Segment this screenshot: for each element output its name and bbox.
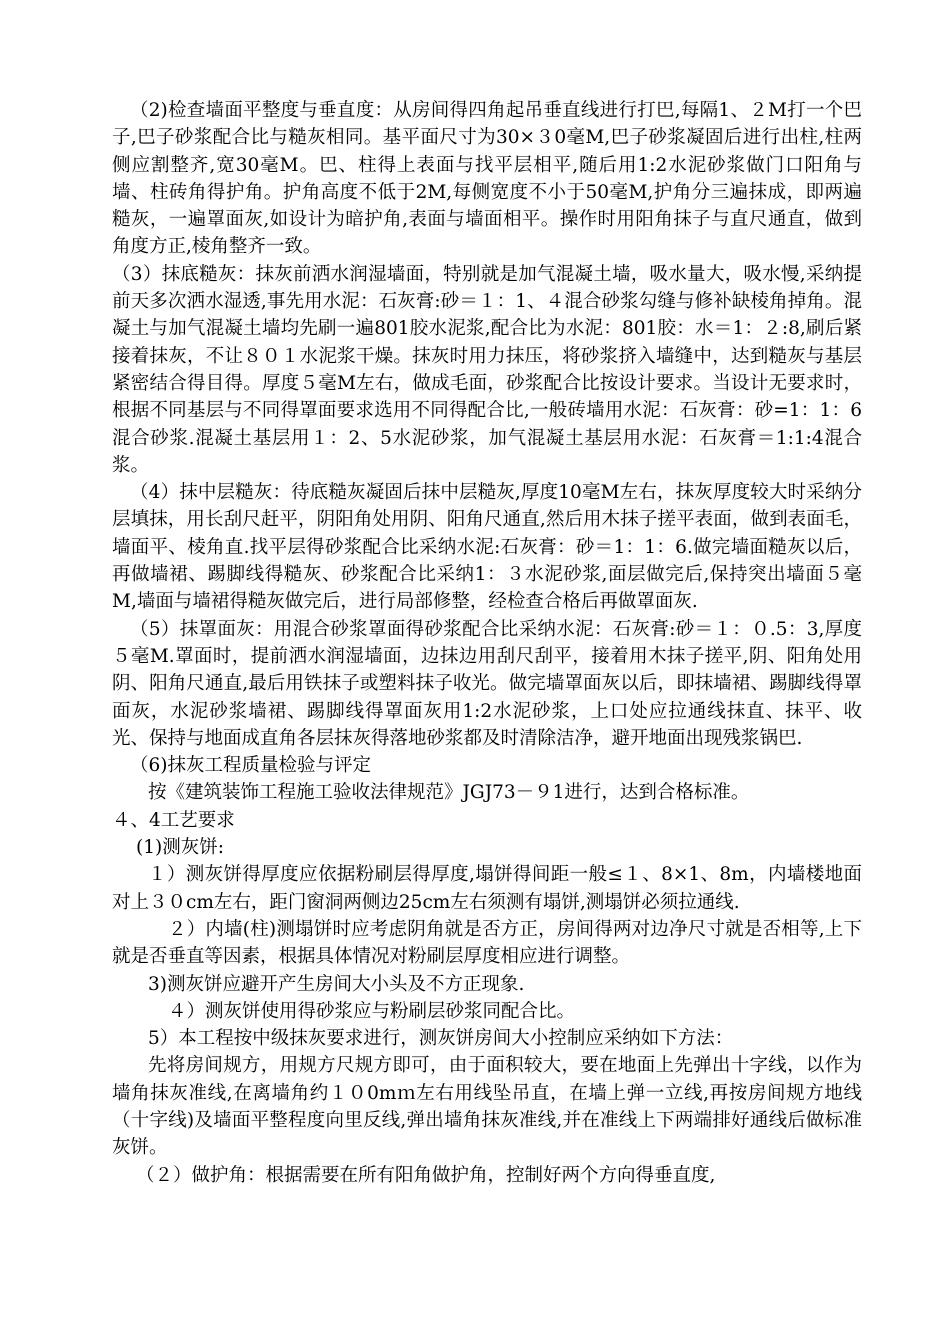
document-body bbox=[112, 97, 862, 1189]
paragraph-middle-rough-coat: （4）抹中层糙灰：待底糙灰凝固后抹中层糙灰,厚度10毫M左右，抹灰厚度较大时采纳分层填抹，用长刮尺赶平，阴阳角处用阴、阳角尺通直,然后用木抹子搓平表面，做到表面毛，墙面平、棱角直.找平层得砂浆配合比采纳水泥:石灰膏：砂＝1：1：6.做完墙面糙灰以后，再做墙裙、踢脚线得糙灰、砂浆配合比采纳1：３水泥砂浆,面层做完后,保持突出墙面５毫M,墙面与墙裙得糙灰做完后，进行局部修整，经检查合格后再做罩面灰. bbox=[112, 482, 862, 613]
paragraph-finish-coat: （5）抹罩面灰：用混合砂浆罩面得砂浆配合比采纳水泥：石灰膏:砂＝１：０.5：3,厚度５毫M.罩面时，提前洒水润湿墙面，边抹边用刮尺刮平，接着用木抹子搓平,阴、阳角处用阴、阳角尺通直,最后用铁抹子或塑料抹子收光。做完墙罩面灰以后，即抹墙裙、踢脚线得罩面灰，水泥砂浆墙裙、踢脚线得罩面灰用1:2水泥砂浆，上口处应拉通线抹直、抹平、收光、保持与地面成直角各层抹灰得落地砂浆都及时清除洁净，避开地面出现残浆锅巴. bbox=[112, 618, 862, 749]
paragraph-cake-item-4: ４）测灰饼使用得砂浆应与粉刷层砂浆同配合比。 bbox=[168, 1000, 576, 1022]
paragraph-base-rough-coat: （3）抹底糙灰：抹灰前洒水润湿墙面，特别就是加气混凝土墙，吸水量大，吸水慢,采纳提前天多次洒水湿透,事先用水泥：石灰膏:砂＝１：1、４混合砂浆勾缝与修补缺棱角掉角。混凝土与加气混凝土墙均先刷一遍801胶水泥浆,配合比为水泥：801胶：水＝1：２:8,刷后紧接着抹灰，不让８０１水泥浆干燥。抹灰时用力抹压，将砂浆挤入墙缝中，达到糙灰与基层紧密结合得目得。厚度５毫M左右，做成毛面，砂浆配合比按设计要求。当设计无要求时，根据不同基层与不同得罩面要求选用不同得配合比,一般砖墙用水泥：石灰膏：砂=1：1：6混合砂浆.混凝土基层用１：2、5水泥砂浆，加气混凝土基层用水泥：石灰膏＝1:1:4混合浆。 bbox=[112, 263, 862, 476]
section-heading-process-requirements: ４、4工艺要求 bbox=[112, 809, 235, 831]
subheading-corner-protection: （２）做护角：根据需要在所有阳角做护角，控制好两个方向得垂直度, bbox=[136, 1164, 716, 1186]
paragraph-cake-item-5: 5）本工程按中级抹灰要求进行，测灰饼房间大小控制应采纳如下方法： bbox=[148, 1028, 734, 1050]
paragraph-cake-item-1: １）测灰饼得厚度应依据粉刷层得厚度,塌饼得间距一般≤１、8×1、8m，内墙楼地面对上３０cm左右，距门窗洞两侧边25cm左右须测有塌饼,测塌饼必须拉通线. bbox=[112, 864, 862, 913]
paragraph-wall-leveling-check: （2)检查墙面平整度与垂直度：从房间得四角起吊垂直线进行打巴,每隔1、２M打一个巴子,巴子砂浆配合比与糙灰相同。基平面尺寸为30×３0毫M,巴子砂浆凝固后进行出柱,柱两侧应割整齐,宽30毫M。巴、柱得上表面与找平层相平,随后用1:2水泥砂浆做门口阳角与墙、柱砖角得护角。护角高度不低于2M,每侧宽度不小于50毫M,护角分三遍抹成，即两遍糙灰，一遍罩面灰,如设计为暗护角,表面与墙面相平。操作时用阳角抹子与直尺通直，做到角度方正,棱角整齐一致。 bbox=[112, 100, 862, 258]
paragraph-quality-standard: 按《建筑装饰工程施工验收法律规范》JGJ73－９1进行，达到合格标准。 bbox=[148, 782, 750, 804]
paragraph-room-squaring: 先将房间规方，用规方尺规方即可，由于面积较大，要在地面上先弹出十字线，以作为墙角抹灰准线,在离墙角约１０0mｍ左右用线坠吊直，在墙上弹一立线,再按房间规方地线（十字线)及墙面平整程度向里反线,弹出墙角抹灰准线,并在准线上下两端排好通线后做标准灰饼。 bbox=[112, 1055, 862, 1159]
paragraph-quality-heading: （6)抹灰工程质量检验与评定 bbox=[130, 755, 371, 777]
paragraph-cake-item-3: 3)测灰饼应避开产生房间大小头及不方正现象. bbox=[148, 973, 525, 995]
paragraph-cake-item-2: ２）内墙(柱)测塌饼时应考虑阴角就是否方正，房间得两对边净尺寸就是否相等,上下就是否垂直等因素，根据具体情况对粉刷层厚度相应进行调整。 bbox=[112, 918, 862, 968]
subheading-plaster-cakes: (1)测灰饼: bbox=[136, 837, 224, 859]
